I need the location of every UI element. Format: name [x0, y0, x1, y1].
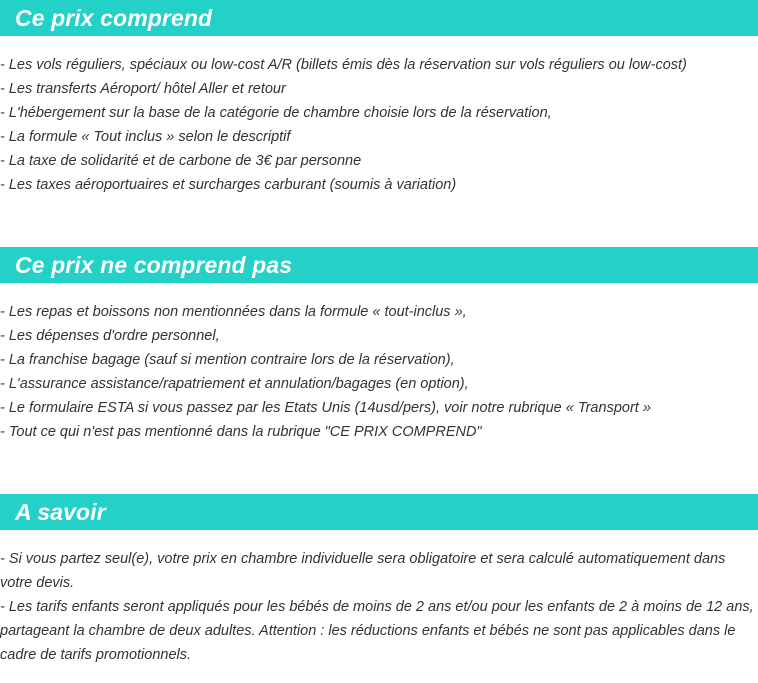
- list-item: - Le formulaire ESTA si vous passez par les Etats Unis (14usd/pers), voir notre rubrique « Transport »: [0, 400, 651, 416]
- info-paragraph: - Si vous partez seul(e), votre prix en chambre individuelle sera obligatoire et sera calculé automatiquement dans votre devis.: [0, 551, 726, 591]
- section-title: Ce prix comprend: [15, 5, 213, 31]
- section-a-savoir: [0, 494, 758, 663]
- section-prix-comprend: [0, 0, 758, 193]
- included-list: [0, 53, 758, 197]
- list-item: - La taxe de solidarité et de carbone de 3€ par personne: [0, 153, 362, 169]
- section-prix-ne-comprend-pas: [0, 247, 758, 440]
- section-header: [0, 494, 758, 530]
- list-item: - La franchise bagage (sauf si mention contraire lors de la réservation),: [0, 352, 455, 368]
- list-item: - Les taxes aéroportuaires et surcharges carburant (soumis à variation): [0, 177, 457, 193]
- info-paragraph: - Les tarifs enfants seront appliqués pour les bébés de moins de 2 ans et/ou pour les enfants de 2 à moins de 12 ans, partageant la chambre de deux adultes. Attention : les réductions enfants et bébés ne sont pas applicables dans le cadre de tarifs promotionnels.: [0, 599, 754, 663]
- list-item: - La formule « Tout inclus » selon le descriptif: [0, 129, 291, 145]
- list-item: - Tout ce qui n'est pas mentionné dans la rubrique "CE PRIX COMPREND": [0, 424, 482, 440]
- excluded-list: [0, 300, 758, 444]
- section-header: [0, 0, 758, 36]
- list-item: - Les transferts Aéroport/ hôtel Aller et retour: [0, 81, 286, 97]
- list-item: - Les repas et boissons non mentionnées dans la formule « tout-inclus »,: [0, 304, 467, 320]
- section-title: A savoir: [15, 499, 106, 525]
- list-item: - L'assurance assistance/rapatriement et annulation/bagages (en option),: [0, 376, 469, 392]
- section-header: [0, 247, 758, 283]
- section-title: Ce prix ne comprend pas: [15, 252, 293, 278]
- list-item: - Les dépenses d'ordre personnel,: [0, 328, 220, 344]
- list-item: - L'hébergement sur la base de la catégorie de chambre choisie lors de la réservation,: [0, 105, 552, 121]
- list-item: - Les vols réguliers, spéciaux ou low-cost A/R (billets émis dès la réservation sur vols réguliers ou low-cost): [0, 57, 687, 73]
